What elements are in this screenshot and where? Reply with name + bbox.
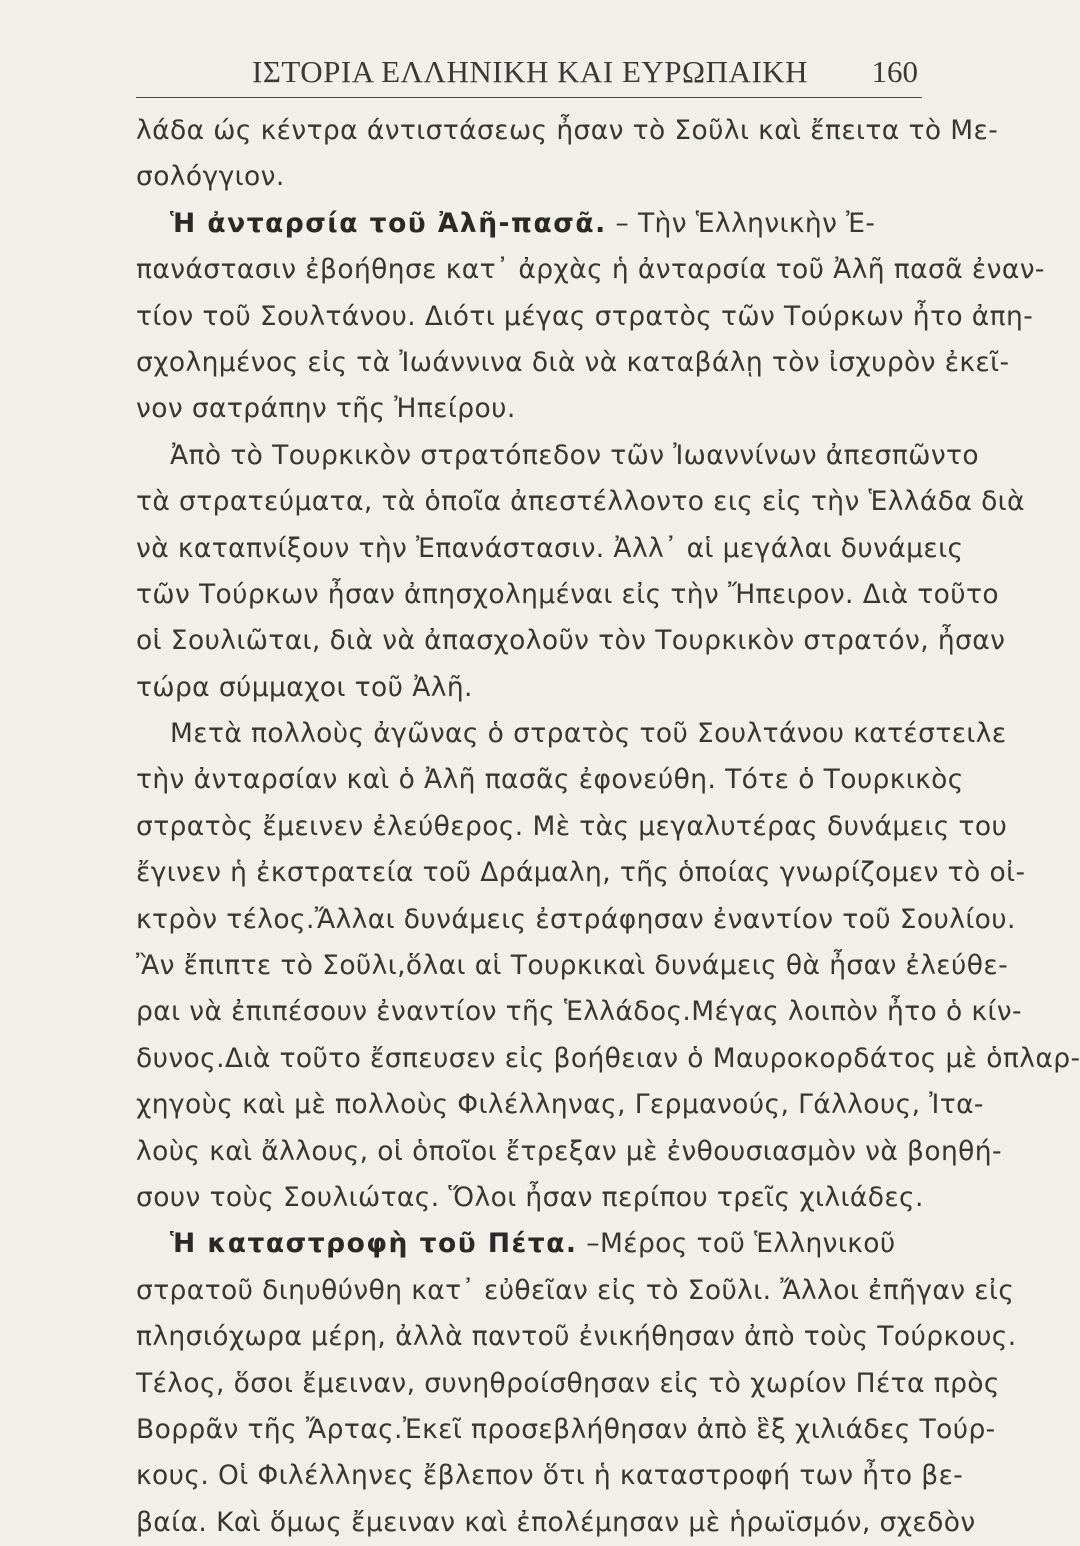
text-line: τώρα σύμμαχοι τοῦ Ἀλῆ.: [136, 671, 473, 703]
page-number: 160: [871, 54, 918, 89]
text-line: λοὺς καὶ ἄλλους, οἱ ὁποῖοι ἔτρεξαν μὲ ἐνθουσιασμὸν νὰ βοηθή-: [136, 1135, 1002, 1167]
text-line: στρατοῦ διηυθύνθη κατ᾽ εὐθεῖαν εἰς τὸ Σοῦλι. Ἄλλοι ἐπῆγαν εἰς: [136, 1274, 1015, 1306]
text-line: οἱ Σουλιῶται, διὰ νὰ ἀπασχολοῦν τὸν Τουρκικὸν στρατόν, ἦσαν: [136, 625, 1006, 657]
text-line: χηγοὺς καὶ μὲ πολλοὺς Φιλέλληνας, Γερμανούς, Γάλλους, Ἰτα-: [136, 1089, 984, 1121]
body-text: [136, 108, 1080, 1546]
section-heading: Ἡ καταστροφὴ τοῦ Πέτα.: [170, 1228, 578, 1260]
text-line: στρατὸς ἔμεινεν ἐλεύθερος. Μὲ τὰς μεγαλυτέρας δυνάμεις του: [136, 810, 1008, 842]
text-line: σχοληµένος εἰς τὰ Ἰωάννινα διὰ νὰ καταβάλῃ τὸν ἰσχυρὸν ἐκεῖ-: [136, 346, 1010, 378]
text-line: πανάστασιν ἐβοήθησε κατ᾽ ἀρχὰς ἡ ἀνταρσία τοῦ Ἀλῆ πασᾶ ἐναν-: [136, 254, 1045, 286]
text-line: πλησιόχωρα μέρη, ἀλλὰ παντοῦ ἐνικήθησαν ἀπὸ τοὺς Τούρκους.: [136, 1321, 1017, 1353]
text-line: τὰ στρατεύματα, τὰ ὁποῖα ἀπεστέλλοντο εις εἰς τὴν Ἑλλάδα διὰ: [136, 486, 1025, 518]
text-line: Ἂν ἔπιπτε τὸ Σοῦλι,ὅλαι αἱ Τουρκικαὶ δυνάμεις θὰ ἦσαν ἐλεύθε-: [136, 950, 1009, 982]
section-heading-line: [136, 201, 922, 247]
section-heading-line: [136, 1221, 922, 1267]
running-title: ΙΣΤΟΡΙΑ ΕΛΛΗΝΙΚΗ ΚΑΙ ΕΥΡΩΠΑΙΚΗ: [252, 54, 808, 89]
text-line: νον σατράπην τῆς Ἠπείρου.: [136, 393, 516, 425]
text-line: σολόγγιον.: [136, 161, 285, 193]
running-header: [136, 48, 922, 100]
text-line: Βορρᾶν τῆς Ἄρτας.Ἐκεῖ προσεβλήθησαν ἀπὸ ἓξ χιλιάδες Τούρ-: [136, 1413, 996, 1445]
text-line: ἔγινεν ἡ ἐκστρατεία τοῦ Δράμαλη, τῆς ὁποίας γνωρίζομεν τὸ οἰ-: [136, 857, 1026, 889]
text-line: νὰ καταπνίξουν τὴν Ἐπανάστασιν. Ἀλλ᾽ αἱ μεγάλαι δυνάμεις: [136, 532, 964, 564]
section-heading: Ἡ ἀνταρσία τοῦ Ἀλῆ-πασᾶ.: [170, 207, 607, 239]
text-fragment: –Μέρος τοῦ Ἑλληνικοῦ: [577, 1228, 896, 1260]
text-line: ραι νὰ ἐπιπέσουν ἐναντίον τῆς Ἑλλάδος.Μέγας λοιπὸν ἦτο ὁ κίν-: [136, 996, 1022, 1028]
text-line: λάδα ώς κέντρα άντιστάσεως ἦσαν τὸ Σοῦλι καὶ ἔπειτα τὸ Με-: [136, 115, 999, 146]
text-line: τῶν Τούρκων ἦσαν ἀπησχοληµέναι εἰς τὴν Ἤπειρον. Διὰ τοῦτο: [136, 578, 999, 610]
text-line: Μετὰ πολλοὺς ἀγῶνας ὁ στρατὸς τοῦ Σουλτάνου κατέστειλε: [170, 718, 1007, 750]
text-line: Ἀπὸ τὸ Τουρκικὸν στρατόπεδον τῶν Ἰωαννίνων ἀπεσπῶντο: [170, 439, 979, 471]
text-line: βαία. Καὶ ὅμως ἔμειναν καὶ ἐπολέμησαν μὲ ἡρωϊσμόν, σχεδὸν: [136, 1506, 976, 1538]
text-line: Τέλος, ὅσοι ἔμειναν, συνηθροίσθησαν εἰς τὸ χωρίον Πέτα πρὸς: [136, 1367, 1000, 1399]
text-line: κους. Οἱ Φιλέλληνες ἔβλεπον ὅτι ἡ καταστροφή των ἦτο βε-: [136, 1460, 964, 1492]
header-rule: [136, 97, 922, 98]
text-line: τίον τοῦ Σουλτάνου. Διότι μέγας στρατὸς τῶν Τούρκων ἦτο ἀπη-: [136, 300, 1034, 332]
text-line: σουν τοὺς Σουλιώτας. Ὅλοι ἦσαν περίπου τρεῖς χιλιάδες.: [136, 1181, 924, 1213]
text-line: τὴν ἀνταρσίαν καὶ ὁ Ἀλῆ πασᾶς ἐφονεύθη. Τότε ὁ Τουρκικὸς: [136, 764, 964, 796]
text-line: κτρὸν τέλος.Ἄλλαι δυνάμεις ἐστράφησαν ἐναντίον τοῦ Σουλίου.: [136, 903, 1016, 935]
text-fragment: – Τὴν Ἑλληνικὴν Ἐ-: [606, 207, 876, 239]
text-line: δυνος.Διὰ τοῦτο ἔσπευσεν εἰς βοήθειαν ὁ Μαυροκορδάτος μὲ ὁπλαρ-: [136, 1042, 1080, 1074]
